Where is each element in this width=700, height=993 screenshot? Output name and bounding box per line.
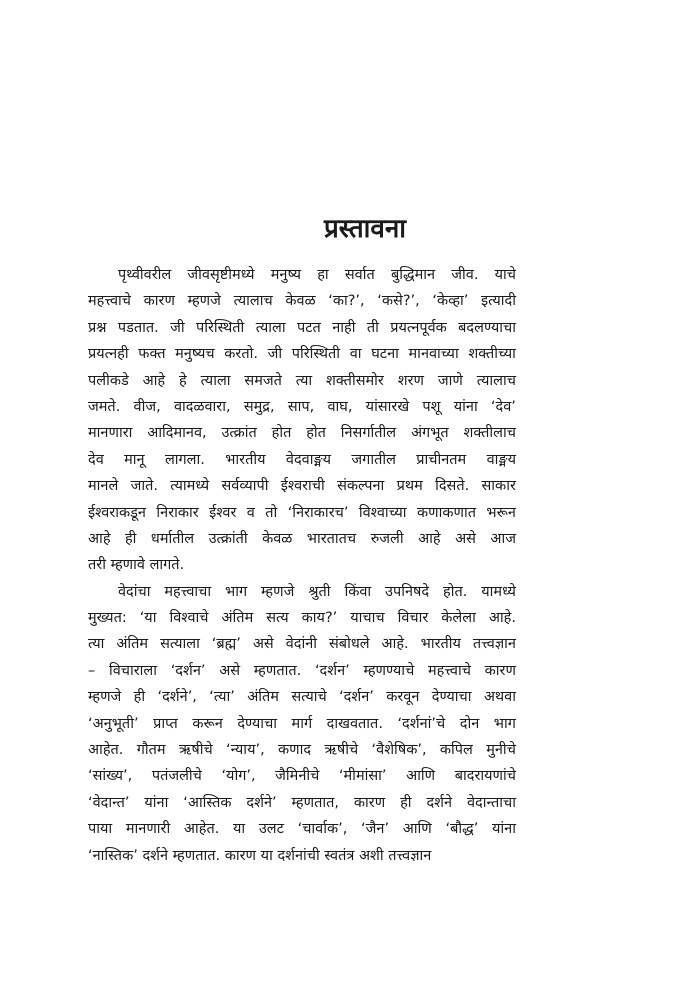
text-line: त्या अंतिम सत्याला ‘ब्रह्म’ असे वेदांनी संबोधले आहे. भारतीय तत्त्वज्ञान xyxy=(88,636,516,653)
text-line: म्हणजे ही ‘दर्शने’, ‘त्या’ अंतिम सत्याचे ‘दर्शन’ करवून देण्याचा अथवा xyxy=(88,689,516,706)
text-line: महत्त्वाचे कारण म्हणजे त्यालाच केवळ ‘का?’, ‘कसे?’, ‘केव्हा’ इत्यादी xyxy=(88,293,516,310)
text-line: ‘वेदान्त’ यांना ‘आस्तिक दर्शने’ म्हणतात, कारण ही दर्शने वेदान्ताचा xyxy=(88,794,516,811)
text-line: ‘नास्तिक’ दर्शने म्हणतात. कारण या दर्शनांची स्वतंत्र अशी तत्त्वज्ञान xyxy=(88,847,432,864)
text-line: – विचाराला ‘दर्शन’ असे म्हणतात. ‘दर्शन’ म्हणण्याचे महत्त्वाचे कारण xyxy=(88,662,516,679)
text-line: जमते. वीज, वादळवारा, समुद्र, साप, वाघ, यांसारखे पशू यांना ‘देव’ xyxy=(88,398,516,415)
text-line: तरी म्हणावे लागते. xyxy=(88,557,185,574)
text-line: पलीकडे आहे हे त्याला समजते त्या शक्तीसमोर शरण जाणे त्यालाच xyxy=(88,372,516,389)
text-line: मानले जाते. त्यामध्ये सर्वव्यापी ईश्वराची संकल्पना प्रथम दिसते. साकार xyxy=(88,478,516,495)
text-line: पाया मानणारी आहेत. या उलट ‘चार्वाक’, ‘जैन’ आणि ‘बौद्ध’ यांना xyxy=(88,821,516,838)
body-text xyxy=(88,262,516,869)
text-line: पृथ्वीवरील जीवसृष्टीमध्ये मनुष्य हा सर्वात बुद्धिमान जीव. याचे xyxy=(118,267,516,283)
text-line: प्रश्न पडतात. जी परिस्थिती त्याला पटत नाही ती प्रयत्नपूर्वक बदलण्याचा xyxy=(88,319,516,336)
text-line: मुख्यत: ‘या विश्वाचे अंतिम सत्य काय?’ याचाच विचार केलेला आहे. xyxy=(88,610,516,627)
text-line: आहे ही धर्मातील उत्क्रांती केवळ भारतातच रुजली आहे असे आज xyxy=(88,530,516,547)
text-line: वेदांचा महत्त्वाचा भाग म्हणजे श्रुती किंवा उपनिषदे होत. यामध्ये xyxy=(118,583,516,600)
text-line: आहेत. गौतम ऋषीचे ‘न्याय’, कणाद ऋषीचे ‘वैशेषिक’, कपिल मुनीचे xyxy=(88,742,516,759)
text-line: ईश्वराकडून निराकार ईश्वर व तो ‘निराकारच’ विश्वाच्या कणाकणात भरून xyxy=(88,504,516,521)
page-title: प्रस्तावना xyxy=(323,214,407,244)
text-line: ‘अनुभूती’ प्राप्त करून देण्याचा मार्ग दाखवतात. ‘दर्शनां’चे दोन भाग xyxy=(88,715,516,732)
text-line: ‘सांख्य’, पतंजलीचे ‘योग’, जैमिनीचे ‘मीमांसा’ आणि बादरायणांचे xyxy=(88,768,516,785)
text-line: देव मानू लागला. भारतीय वेदवाङ्मय जगातील प्राचीनतम वाङ्मय xyxy=(88,451,516,468)
text-line: प्रयत्नही फक्त मनुष्यच करतो. जी परिस्थिती वा घटना मानवाच्या शक्तीच्या xyxy=(88,346,516,363)
text-line: मानणारा आदिमानव, उत्क्रांत होत होत निसर्गातील अंगभूत शक्तीलाच xyxy=(88,425,516,442)
